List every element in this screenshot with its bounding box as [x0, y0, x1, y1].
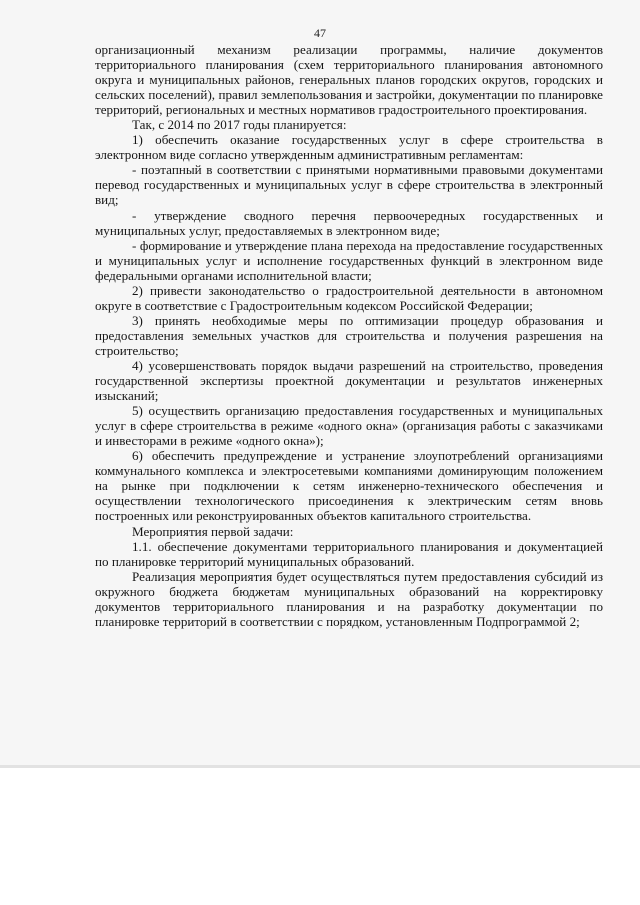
paragraph-8: 3) принять необходимые меры по оптимизации процедур образования и предоставления земельных участков для строительства и получения разрешения на строительство;	[95, 312, 603, 358]
paragraph-14: Реализация мероприятия будет осуществляться путем предоставления субсидий из окружного бюджета бюджетам муниципальных образований на корректировку документов территориального планирования и на разработку документации по планировке территорий в соответствии с порядком, установленным Подпрограммой 2;	[95, 568, 603, 629]
page-number: 47	[314, 26, 326, 40]
paragraph-12: Мероприятия первой задачи:	[132, 523, 294, 539]
paragraph-5: - утверждение сводного перечня первоочередных государственных и муниципальных услуг, предоставляемых в электронном виде;	[95, 207, 603, 238]
paragraph-10: 5) осуществить организацию предоставления государственных и муниципальных услуг в сфере строительства в режиме «одного окна» (организация работы с заказчиками и инвесторами в режиме «одного окна»);	[95, 403, 603, 449]
paragraph-6: - формирование и утверждение плана перехода на предоставление государственных и муниципальных услуг и исполнение государственных функций в электронном виде федеральными органами исполнительной власти;	[95, 237, 603, 283]
paragraph-7: 2) привести законодательство о градостроительной деятельности в автономном округе в соответствие с Градостроительным кодексом Российской Федерации;	[95, 282, 603, 313]
paragraph-4: - поэтапный в соответствии с принятыми нормативными правовыми документами перевод государственных и муниципальных услуг в сфере строительства в электронный вид;	[95, 162, 603, 208]
paragraph-1: организационный механизм реализации программы, наличие документов территориального планирования (схем территориального планирования автономного округа и муниципальных районов, генеральных планов городских округов, городских и сельских поселений), правил землепользования и застройки, документации по планировке территорий, региональных и местных нормативов градостроительного проектирования.	[95, 42, 603, 118]
paragraph-2: Так, с 2014 по 2017 годы планируется:	[132, 117, 347, 133]
paragraph-13: 1.1. обеспечение документами территориального планирования и документацией по планировке территорий муниципальных образований.	[95, 538, 603, 569]
body-text	[95, 42, 603, 629]
paragraph-9: 4) усовершенствовать порядок выдачи разрешений на строительство, проведения государственной экспертизы проектной документации и результатов инженерных изысканий;	[95, 357, 603, 404]
paragraph-3: 1) обеспечить оказание государственных услуг в сфере строительства в электронном виде согласно утвержденным административным регламентам:	[95, 132, 603, 163]
paragraph-11: 6) обеспечить предупреждение и устранение злоупотреблений организациями коммунального комплекса и электросетевыми компаниями доминирующим положением на рынке при подключении к сетям инженерно-технического обеспечения и осуществлении технологического присоединения к электрическим сетям вновь построенных или реконструированных объектов капитального строительства.	[95, 448, 603, 524]
